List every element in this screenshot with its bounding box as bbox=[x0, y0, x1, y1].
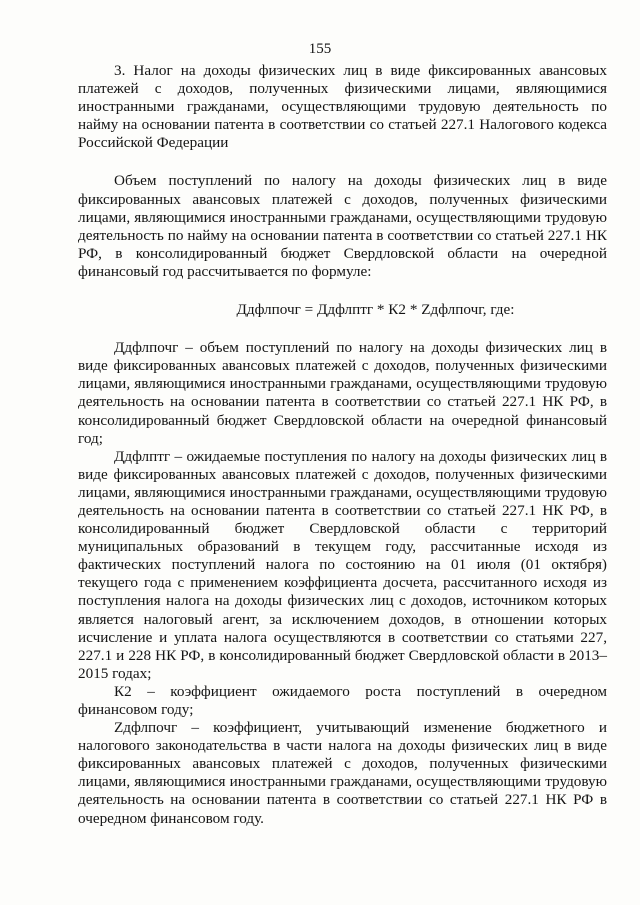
definition-paragraph: Ддфлпочг – объем поступлений по налогу на доходы физических лиц в виде фиксированных авансовых платежей с доходов, полученных физическими лицами, являющимися иностранными гражданами, осуществляющими трудовую деятельность на основании патента в соответствии со статьей 227.1 НК РФ, в консолидированный бюджет Свердловской области на очередной финансовый год; bbox=[78, 339, 607, 447]
document-body bbox=[78, 62, 607, 828]
definition-paragraph: Ддфлптг – ожидаемые поступления по налогу на доходы физических лиц в виде фиксированных авансовых платежей с доходов, полученных физическими лицами, являющимися иностранными гражданами, осуществляющими трудовую деятельность на основании патента в соответствии со статьей 227.1 НК РФ, в консолидированный бюджет Свердловской области с территорий муниципальных образований в текущем году, рассчитанные исходя из фактических поступлений налога по состоянию на 01 июля (01 октября) текущего года с применением коэффициента досчета, рассчитанного исходя из поступления налога на доходы физических лиц с доходов, источником которых является налоговый агент, за исключением доходов, в отношении которых исчисление и уплата налога осуществляются в соответствии со статьями 227, 227.1 и 228 НК РФ, в консолидированный бюджет Свердловской области в 2013–2015 годах; bbox=[78, 447, 607, 682]
formula: Ддфлпочг = Ддфлптг * К2 * Zдфлпочг, где: bbox=[236, 301, 515, 319]
page-number: 155 bbox=[308, 41, 332, 57]
section-heading: 3. Налог на доходы физических лиц в виде фиксированных авансовых платежей с доходов, полученных физическими лицами, являющимися иностранными гражданами, осуществляющими трудовую деятельность по найму на основании патента в соответствии со статьей 227.1 Налогового кодекса Российской Федерации bbox=[78, 62, 607, 152]
definition-paragraph: Zдфлпочг – коэффициент, учитывающий изменение бюджетного и налогового законодательства в части налога на доходы физических лиц в виде фиксированных авансовых платежей с доходов, полученных физическими лицами, являющимися иностранными гражданами, осуществляющими трудовую деятельность на основании патента в соответствии со статьей 227.1 НК РФ в очередном финансовом году. bbox=[78, 719, 607, 827]
definition-paragraph: К2 – коэффициент ожидаемого роста поступлений в очередном финансовом году; bbox=[78, 682, 607, 718]
intro-paragraph: Объем поступлений по налогу на доходы физических лиц в виде фиксированных авансовых платежей с доходов, полученных физическими лицами, являющимися иностранными гражданами, осуществляющими трудовую деятельность по найму на основании патента в соответствии со статьей 227.1 НК РФ, в консолидированный бюджет Свердловской области на очередной финансовый год рассчитывается по формуле: bbox=[78, 172, 607, 280]
